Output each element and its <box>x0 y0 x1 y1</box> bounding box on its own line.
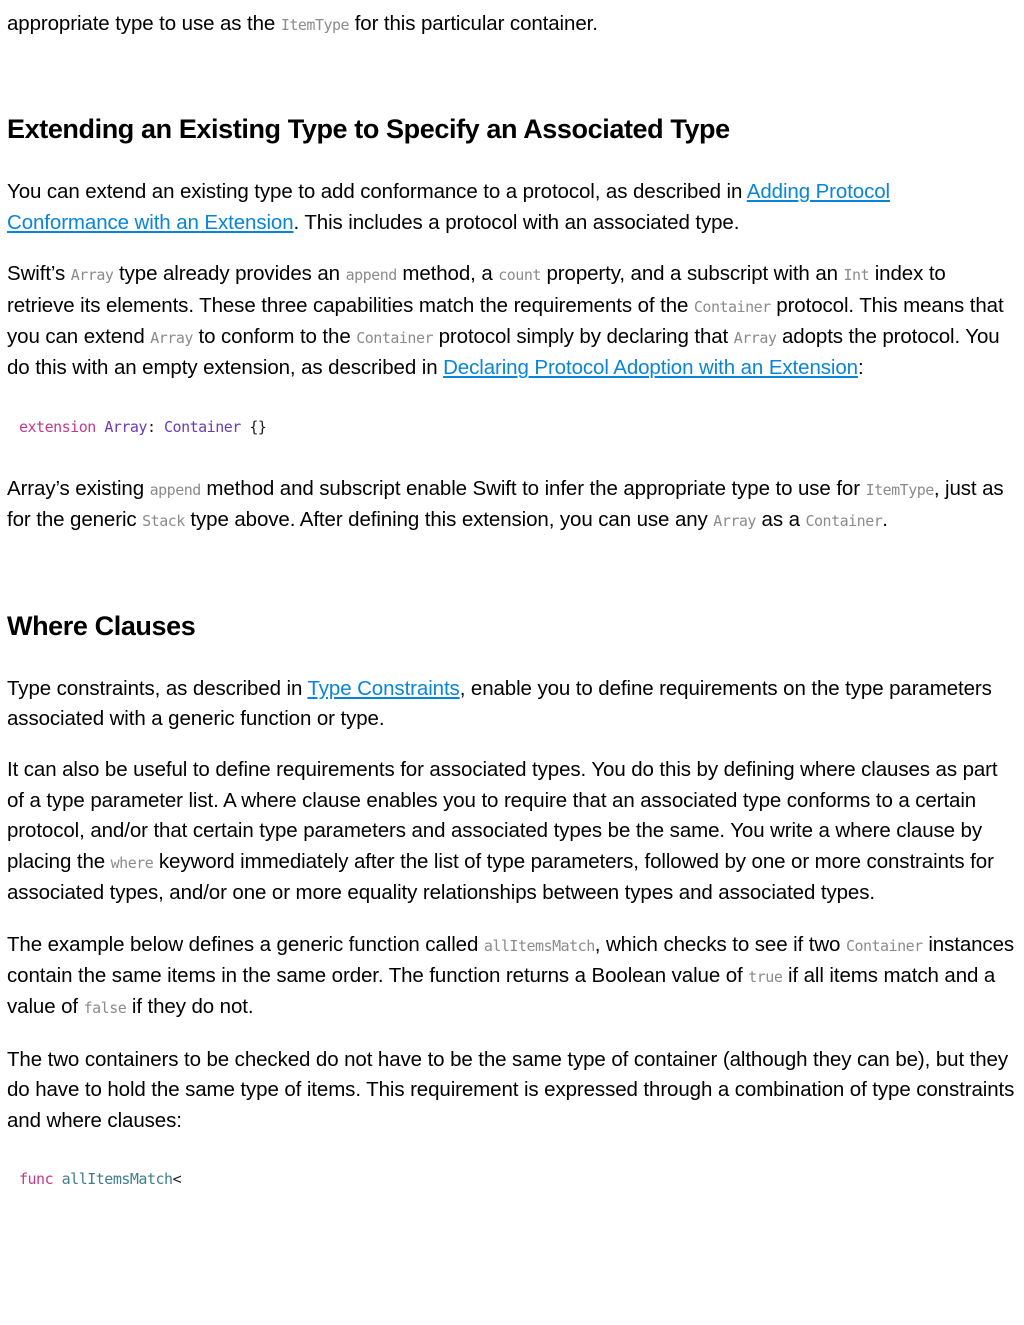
text-run: type above. After defining this extension, you can use any <box>184 508 714 532</box>
code-token-type: Container <box>164 417 241 436</box>
inline-code: true <box>748 967 783 986</box>
paragraph <box>7 930 1016 1024</box>
text-run: , enable you to define requirements on the type parameters associated with a generic function or type. <box>7 676 992 731</box>
text-run: protocol simply by declaring that <box>433 325 734 349</box>
text-run: The example below defines a generic function called <box>7 932 484 956</box>
text-run: Swift’s <box>7 262 71 286</box>
inline-code: Array <box>713 512 756 531</box>
inline-code: Array <box>733 329 777 348</box>
text-run: protocol. This means that you can extend <box>7 293 1004 349</box>
paragraph <box>7 9 1016 40</box>
paragraph <box>7 1045 1016 1136</box>
inline-code: false <box>83 999 127 1018</box>
paragraph <box>7 755 1016 908</box>
text-run: The two containers to be checked do not have to be the same type of container (although they can be), but they do have to hold the same type of items. This requirement is expressed through a combination of type constraints and where clauses: <box>7 1047 1015 1132</box>
text-run: keyword immediately after the list of type parameters, followed by one or more constraints for associated types, and/or one or more equality relationships between types and associated types. <box>7 849 994 905</box>
code-block <box>7 1168 1016 1190</box>
paragraph <box>7 177 1016 238</box>
inline-code: Container <box>693 297 771 316</box>
text-run: . This includes a protocol with an associated type. <box>293 210 740 234</box>
code-token-function: allItemsMatch <box>61 1169 173 1188</box>
text-run: method, a <box>396 262 499 286</box>
inline-code: ItemType <box>280 16 350 34</box>
text-run: instances contain the same items in the same order. The function returns a Boolean value of <box>7 932 1015 987</box>
section-heading: Extending an Existing Type to Specify an Associated Type <box>7 114 730 145</box>
paragraph <box>7 474 1016 537</box>
text-run: adopts the protocol. You do this with an empty extension, as described in <box>7 325 1000 380</box>
text-run: It can also be useful to define requirements for associated types. You do this by defining where clauses as part of a type parameter list. A where clause enables you to require that an associated type conforms to a certain protocol, and/or that certain type parameters and associated types be the same. You write a where clause by placing the <box>7 758 998 873</box>
inline-code: allItemsMatch <box>483 936 595 955</box>
paragraph <box>7 259 1016 384</box>
inline-code: Int <box>843 266 870 285</box>
section-heading: Where Clauses <box>7 610 196 641</box>
code-block <box>7 416 1016 438</box>
text-run: . <box>882 508 888 532</box>
doc-link[interactable]: Adding Protocol Conformance with an Extension <box>7 180 891 234</box>
text-run: if they do not. <box>126 995 254 1019</box>
text-run: type already provides an <box>113 262 346 286</box>
text-run: appropriate type to use as the <box>7 12 281 35</box>
doc-link[interactable]: Declaring Protocol Adoption with an Extension <box>443 356 858 380</box>
code-token-plain: {} <box>240 417 267 436</box>
code-token-keyword: extension <box>19 417 96 436</box>
code-token-plain: : <box>146 417 165 436</box>
inline-code: Stack <box>142 512 185 531</box>
text-run: index to retrieve its elements. These three capabilities match the requirements of the <box>7 262 946 317</box>
inline-code: Container <box>356 329 434 348</box>
text-run: for this particular container. <box>349 12 598 35</box>
text-run: if all items match and a value of <box>7 963 996 1019</box>
inline-code: where <box>110 853 154 872</box>
doc-link[interactable]: Type Constraints <box>307 676 460 700</box>
inline-code: Array <box>70 266 114 285</box>
text-run: method and subscript enable Swift to infer the appropriate type to use for <box>200 476 866 500</box>
text-run: You can extend an existing type to add conformance to a protocol, as described in <box>7 180 747 204</box>
code-token-plain: < <box>172 1169 182 1188</box>
text-run: to conform to the <box>192 325 357 349</box>
text-run: property, and a subscript with an <box>540 262 844 286</box>
text-run: Array’s existing <box>7 476 150 500</box>
text-run: , just as for the generic <box>7 476 1004 532</box>
inline-code: Array <box>150 329 193 348</box>
code-token-plain <box>53 1170 62 1188</box>
text-run: , which checks to see if two <box>594 932 846 956</box>
code-token-keyword: func <box>19 1169 54 1188</box>
inline-code: append <box>149 480 201 499</box>
text-run: Type constraints, as described in <box>7 676 308 700</box>
inline-code: Container <box>845 936 923 955</box>
text-run: : <box>857 356 864 380</box>
inline-code: Container <box>805 512 883 531</box>
inline-code: ItemType <box>865 480 934 499</box>
document-content <box>7 9 1016 1190</box>
code-token-type: Array <box>104 417 147 436</box>
paragraph <box>7 674 1016 735</box>
text-run: as a <box>755 508 806 532</box>
inline-code: append <box>345 266 397 285</box>
inline-code: count <box>498 266 541 285</box>
